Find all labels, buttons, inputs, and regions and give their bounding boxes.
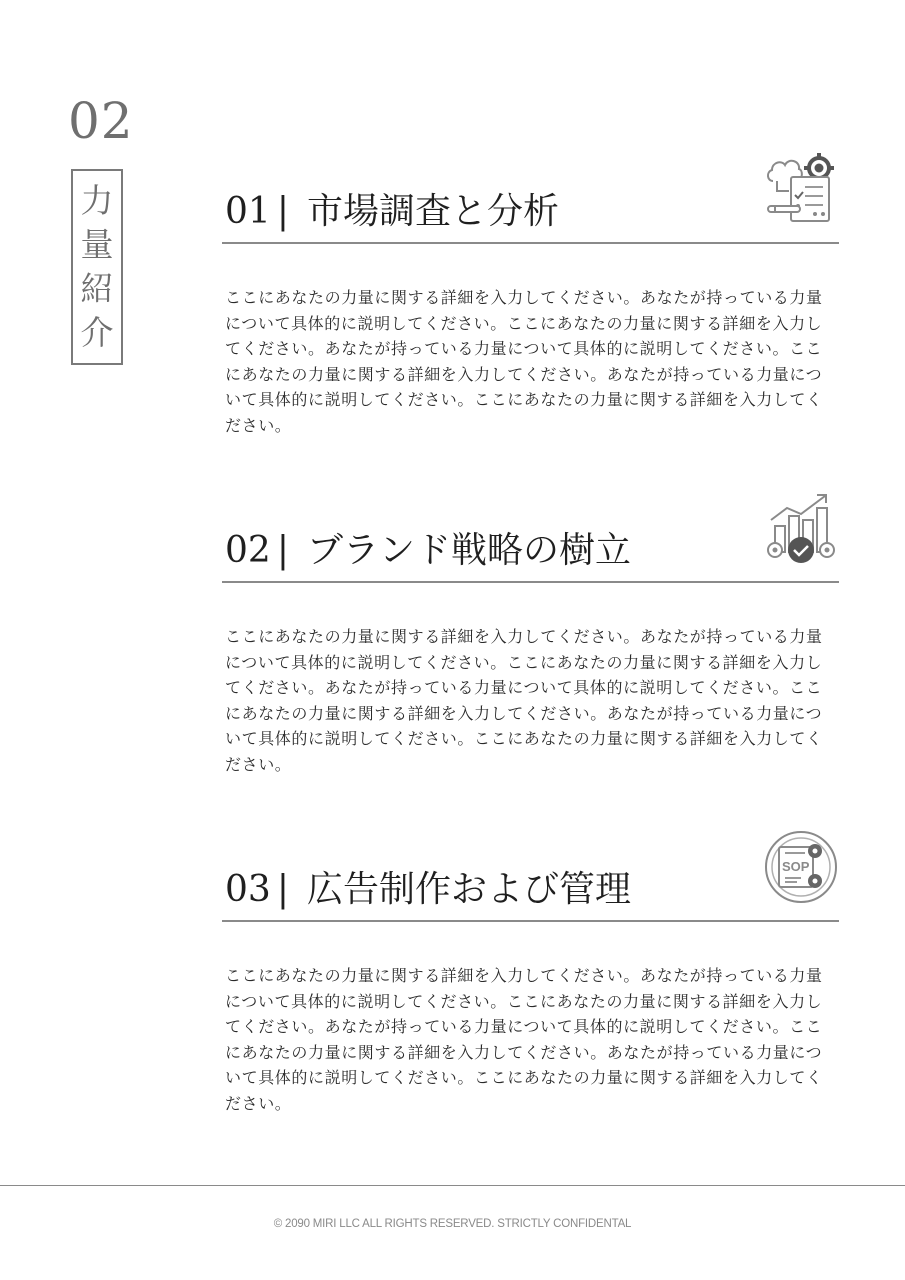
section-title: [225, 522, 631, 573]
page-number: 02: [68, 92, 134, 150]
sop-text: SOP: [782, 859, 810, 874]
section-label-char: 力: [80, 181, 114, 220]
footer-copyright: © 2090 MIRI LLC ALL RIGHTS RESERVED. STRICTLY CONFIDENTAL: [273, 1218, 632, 1230]
section-title: [225, 183, 559, 234]
section-divider: [222, 920, 839, 922]
research-analysis-icon: [763, 151, 839, 227]
section-separator: |: [276, 191, 289, 232]
growth-chart-gear-icon: [763, 490, 839, 566]
footer-divider: [0, 1185, 905, 1186]
section-heading: 広告制作および管理: [306, 869, 631, 910]
section-label-box: [71, 169, 123, 365]
section-number: 01: [225, 191, 271, 232]
section-separator: |: [276, 869, 289, 910]
section-label-char: 介: [80, 313, 114, 352]
section-body: ここにあなたの力量に関する詳細を入力してください。あなたが持っている力量について具体的に説明してください。ここにあなたの力量に関する詳細を入力してください。あなたが持っている力量について具体的に説明してください。ここにあなたの力量に関する詳細を入力してください。あなたが持っている力量について具体的に説明してください。ここにあなたの力量に関する詳細を入力してください。: [225, 966, 823, 1113]
section-body: ここにあなたの力量に関する詳細を入力してください。あなたが持っている力量について具体的に説明してください。ここにあなたの力量に関する詳細を入力してください。あなたが持っている力量について具体的に説明してください。ここにあなたの力量に関する詳細を入力してください。あなたが持っている力量について具体的に説明してください。ここにあなたの力量に関する詳細を入力してください。: [225, 288, 823, 435]
section-body: ここにあなたの力量に関する詳細を入力してください。あなたが持っている力量について具体的に説明してください。ここにあなたの力量に関する詳細を入力してください。あなたが持っている力量について具体的に説明してください。ここにあなたの力量に関する詳細を入力してください。あなたが持っている力量について具体的に説明してください。ここにあなたの力量に関する詳細を入力してください。: [225, 627, 823, 774]
section-divider: [222, 581, 839, 583]
section-heading: ブランド戦略の樹立: [306, 530, 631, 571]
sop-gear-icon: [763, 829, 839, 905]
section-number: 02: [225, 530, 271, 571]
section-label-char: 紹: [80, 269, 114, 308]
section-number: 03: [225, 869, 271, 910]
section-divider: [222, 242, 839, 244]
section-separator: |: [276, 530, 289, 571]
section-heading: 市場調査と分析: [306, 191, 559, 232]
section-title: [225, 861, 631, 912]
section-label-char: 量: [80, 225, 114, 264]
